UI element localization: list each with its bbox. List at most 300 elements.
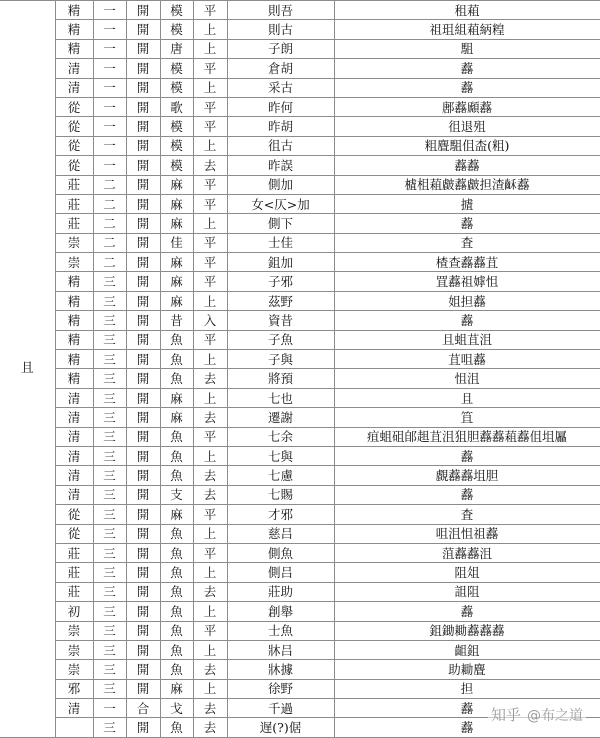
table-row (0, 524, 600, 543)
characters-cell: 䖃 (334, 59, 600, 78)
rhyme-cell: 模 (160, 20, 193, 39)
fanqie-cell: 七慮 (227, 466, 334, 485)
head-character-cell: 且 (0, 1, 55, 738)
tone-cell: 上 (193, 350, 227, 369)
openness-cell: 開 (126, 272, 160, 291)
fanqie-cell: 牀吕 (227, 640, 334, 659)
characters-cell: 咀沮怚祖䖃 (334, 524, 600, 543)
fanqie-cell: 才邪 (227, 505, 334, 524)
initial-cell: 從 (55, 117, 93, 136)
fanqie-cell: 遅(?)倨 (227, 718, 334, 737)
tone-cell: 平 (193, 427, 227, 446)
openness-cell: 開 (126, 194, 160, 213)
initial-cell: 崇 (55, 253, 93, 272)
division-cell: 一 (93, 59, 126, 78)
characters-cell: 苴咀䖃 (334, 350, 600, 369)
fanqie-cell: 子魚 (227, 330, 334, 349)
fanqie-cell: 資昔 (227, 311, 334, 330)
openness-cell: 開 (126, 156, 160, 175)
initial-cell: 初 (55, 602, 93, 621)
openness-cell: 開 (126, 117, 160, 136)
fanqie-cell: 則古 (227, 20, 334, 39)
table-row (0, 156, 600, 175)
division-cell: 三 (93, 427, 126, 446)
characters-cell: 姐担䖃 (334, 291, 600, 310)
characters-cell: 且蛆苴沮 (334, 330, 600, 349)
division-cell: 二 (93, 175, 126, 194)
division-cell: 三 (93, 330, 126, 349)
characters-cell: 阻俎 (334, 563, 600, 582)
initial-cell: 邪 (55, 679, 93, 698)
characters-cell: 䖃 (334, 718, 600, 737)
openness-cell: 開 (126, 20, 160, 39)
division-cell: 一 (93, 20, 126, 39)
table-row (0, 485, 600, 504)
division-cell: 一 (93, 136, 126, 155)
characters-cell: 摣 (334, 194, 600, 213)
fanqie-cell: 將預 (227, 369, 334, 388)
openness-cell: 合 (126, 699, 160, 718)
rhyme-cell: 魚 (160, 446, 193, 465)
table-row (0, 621, 600, 640)
table-row (0, 194, 600, 213)
table-row (0, 602, 600, 621)
openness-cell: 開 (126, 543, 160, 562)
rhyme-cell: 麻 (160, 291, 193, 310)
fanqie-cell: 徂古 (227, 136, 334, 155)
characters-cell: 䖃䖃 (334, 156, 600, 175)
rhyme-cell: 麻 (160, 408, 193, 427)
tone-cell: 上 (193, 136, 227, 155)
table-row (0, 582, 600, 601)
openness-cell: 開 (126, 408, 160, 427)
division-cell: 二 (93, 253, 126, 272)
characters-cell: 樝柤蒩皻䖃皻担渣𪗮䖃 (334, 175, 600, 194)
tone-cell: 上 (193, 446, 227, 465)
tone-cell: 平 (193, 505, 227, 524)
openness-cell: 開 (126, 253, 160, 272)
tone-cell: 去 (193, 485, 227, 504)
initial-cell: 清 (55, 446, 93, 465)
rhyme-cell: 魚 (160, 427, 193, 446)
fanqie-cell: 子邪 (227, 272, 334, 291)
rhyme-cell: 模 (160, 117, 193, 136)
openness-cell: 開 (126, 291, 160, 310)
fanqie-cell: 昨何 (227, 97, 334, 116)
rhyme-cell: 麻 (160, 194, 193, 213)
fanqie-cell: 牀據 (227, 660, 334, 679)
initial-cell: 崇 (55, 233, 93, 252)
openness-cell: 開 (126, 350, 160, 369)
division-cell: 一 (93, 699, 126, 718)
fanqie-cell: 徐野 (227, 679, 334, 698)
rhyme-cell: 支 (160, 485, 193, 504)
openness-cell: 開 (126, 59, 160, 78)
openness-cell: 開 (126, 679, 160, 698)
fanqie-cell: 子朗 (227, 39, 334, 58)
rhyme-cell: 麻 (160, 505, 193, 524)
table-row (0, 39, 600, 58)
tone-cell: 上 (193, 291, 227, 310)
openness-cell: 開 (126, 369, 160, 388)
rhyme-cell: 魚 (160, 660, 193, 679)
initial-cell: 清 (55, 388, 93, 407)
fanqie-cell: 遷謝 (227, 408, 334, 427)
characters-cell: 査 (334, 233, 600, 252)
tone-cell: 去 (193, 156, 227, 175)
initial-cell: 莊 (55, 582, 93, 601)
openness-cell: 開 (126, 446, 160, 465)
table-row (0, 388, 600, 407)
table-row (0, 1, 600, 20)
openness-cell: 開 (126, 97, 160, 116)
initial-cell: 精 (55, 330, 93, 349)
openness-cell: 開 (126, 505, 160, 524)
initial-cell: 崇 (55, 660, 93, 679)
initial-cell: 莊 (55, 175, 93, 194)
characters-cell: 粗麆駔伹㭗(粗) (334, 136, 600, 155)
initial-cell: 清 (55, 699, 93, 718)
fanqie-cell: 昨胡 (227, 117, 334, 136)
rhyme-cell: 麻 (160, 214, 193, 233)
characters-cell: 齟鉏 (334, 640, 600, 659)
rhyme-cell: 魚 (160, 543, 193, 562)
characters-cell: 鉏鋤耡䖃䖃䖃 (334, 621, 600, 640)
tone-cell: 平 (193, 233, 227, 252)
characters-cell: 租蒩 (334, 1, 600, 20)
openness-cell: 開 (126, 311, 160, 330)
division-cell: 三 (93, 582, 126, 601)
tone-cell: 去 (193, 718, 227, 737)
division-cell: 一 (93, 1, 126, 20)
initial-cell: 莊 (55, 543, 93, 562)
openness-cell: 開 (126, 330, 160, 349)
table-row (0, 20, 600, 39)
division-cell: 三 (93, 446, 126, 465)
division-cell: 三 (93, 718, 126, 737)
fanqie-cell: 側加 (227, 175, 334, 194)
division-cell: 三 (93, 466, 126, 485)
characters-cell: 鄌䖃䫢䖃 (334, 97, 600, 116)
tone-cell: 入 (193, 311, 227, 330)
table-row (0, 59, 600, 78)
tone-cell: 平 (193, 621, 227, 640)
fanqie-cell: 側吕 (227, 563, 334, 582)
characters-cell: 怚沮 (334, 369, 600, 388)
tone-cell: 上 (193, 388, 227, 407)
table-row (0, 408, 600, 427)
rhyme-cell: 模 (160, 59, 193, 78)
table-row (0, 563, 600, 582)
rhyme-cell: 昔 (160, 311, 193, 330)
table-row (0, 97, 600, 116)
openness-cell: 開 (126, 621, 160, 640)
fanqie-cell: 子與 (227, 350, 334, 369)
characters-cell: 覰䖃䖃坥胆 (334, 466, 600, 485)
division-cell: 一 (93, 117, 126, 136)
division-cell: 三 (93, 621, 126, 640)
characters-cell: 笡 (334, 408, 600, 427)
initial-cell: 精 (55, 272, 93, 291)
table-row (0, 117, 600, 136)
fanqie-cell: 昨誤 (227, 156, 334, 175)
openness-cell: 開 (126, 233, 160, 252)
division-cell: 三 (93, 272, 126, 291)
rhyme-cell: 魚 (160, 369, 193, 388)
characters-cell: 詛阻 (334, 582, 600, 601)
zhihu-watermark (488, 703, 586, 726)
openness-cell: 開 (126, 1, 160, 20)
initial-cell (55, 718, 93, 737)
fanqie-cell: 茲野 (227, 291, 334, 310)
tone-cell: 平 (193, 330, 227, 349)
tone-cell: 去 (193, 466, 227, 485)
tone-cell: 平 (193, 543, 227, 562)
initial-cell: 精 (55, 369, 93, 388)
characters-cell: 祖珇組蒩䋑䊗 (334, 20, 600, 39)
division-cell: 三 (93, 485, 126, 504)
tone-cell: 去 (193, 699, 227, 718)
characters-cell: 菹䖃䖃沮 (334, 543, 600, 562)
tone-cell: 去 (193, 408, 227, 427)
initial-cell: 清 (55, 427, 93, 446)
initial-cell: 精 (55, 39, 93, 58)
initial-cell: 莊 (55, 194, 93, 213)
characters-cell: 䖃 (334, 311, 600, 330)
characters-cell: 䖃 (334, 602, 600, 621)
division-cell: 三 (93, 602, 126, 621)
fanqie-cell: 則吾 (227, 1, 334, 20)
initial-cell: 清 (55, 59, 93, 78)
table-row (0, 369, 600, 388)
tone-cell: 平 (193, 194, 227, 213)
characters-cell: 䖃 (334, 446, 600, 465)
rhyme-cell: 模 (160, 136, 193, 155)
division-cell: 三 (93, 543, 126, 562)
initial-cell: 精 (55, 350, 93, 369)
tone-cell: 上 (193, 524, 227, 543)
rhyme-cell: 魚 (160, 621, 193, 640)
initial-cell: 從 (55, 505, 93, 524)
rhyme-cell: 魚 (160, 350, 193, 369)
rhyme-cell: 歌 (160, 97, 193, 116)
initial-cell: 精 (55, 1, 93, 20)
division-cell: 三 (93, 679, 126, 698)
rhyme-cell: 麻 (160, 175, 193, 194)
fanqie-cell: 側下 (227, 214, 334, 233)
initial-cell: 清 (55, 485, 93, 504)
openness-cell: 開 (126, 78, 160, 97)
fanqie-cell: 莊助 (227, 582, 334, 601)
tone-cell: 平 (193, 97, 227, 116)
table-row (0, 272, 600, 291)
rhyme-cell: 麻 (160, 253, 193, 272)
fanqie-cell: 七余 (227, 427, 334, 446)
table-row (0, 679, 600, 698)
table-row (0, 640, 600, 659)
division-cell: 三 (93, 660, 126, 679)
openness-cell: 開 (126, 427, 160, 446)
openness-cell: 開 (126, 388, 160, 407)
tone-cell: 上 (193, 640, 227, 659)
tone-cell: 去 (193, 369, 227, 388)
table-row (0, 427, 600, 446)
table-row (0, 446, 600, 465)
table-row (0, 136, 600, 155)
rhyme-cell: 魚 (160, 640, 193, 659)
tone-cell: 平 (193, 175, 227, 194)
tone-cell: 上 (193, 679, 227, 698)
table-row (0, 505, 600, 524)
division-cell: 三 (93, 563, 126, 582)
openness-cell: 開 (126, 582, 160, 601)
rhyme-cell: 模 (160, 78, 193, 97)
division-cell: 三 (93, 505, 126, 524)
fanqie-cell: 士魚 (227, 621, 334, 640)
table-row (0, 78, 600, 97)
fanqie-cell: 士佳 (227, 233, 334, 252)
openness-cell: 開 (126, 39, 160, 58)
initial-cell: 精 (55, 311, 93, 330)
initial-cell: 從 (55, 136, 93, 155)
tone-cell: 上 (193, 214, 227, 233)
table-row (0, 660, 600, 679)
division-cell: 三 (93, 311, 126, 330)
tone-cell: 上 (193, 563, 227, 582)
rhyme-cell: 麻 (160, 388, 193, 407)
division-cell: 一 (93, 156, 126, 175)
table-row (0, 466, 600, 485)
division-cell: 三 (93, 369, 126, 388)
characters-cell: 疽蛆砠郋趄苴沮狙胆䖃䖃蒩䖃伹坥屭 (334, 427, 600, 446)
fanqie-cell: 女<仄>加 (227, 194, 334, 213)
rhyme-cell: 魚 (160, 718, 193, 737)
table-row (0, 253, 600, 272)
rhyme-cell: 魚 (160, 563, 193, 582)
table-row (0, 350, 600, 369)
characters-cell: 罝䖃祖嫭怚 (334, 272, 600, 291)
openness-cell: 開 (126, 563, 160, 582)
openness-cell: 開 (126, 718, 160, 737)
rhyme-cell: 戈 (160, 699, 193, 718)
table-row (0, 175, 600, 194)
openness-cell: 開 (126, 602, 160, 621)
initial-cell: 莊 (55, 214, 93, 233)
characters-cell: 䖃 (334, 485, 600, 504)
watermark-handle: @布之道 (527, 707, 583, 724)
characters-cell: 助耡麆 (334, 660, 600, 679)
rhyme-cell: 魚 (160, 602, 193, 621)
fanqie-cell: 七也 (227, 388, 334, 407)
division-cell: 三 (93, 291, 126, 310)
fanqie-cell: 七與 (227, 446, 334, 465)
table-row (0, 291, 600, 310)
initial-cell: 莊 (55, 563, 93, 582)
characters-cell: 且 (334, 388, 600, 407)
rhyme-cell: 麻 (160, 272, 193, 291)
initial-cell: 精 (55, 20, 93, 39)
tone-cell: 上 (193, 602, 227, 621)
tone-cell: 去 (193, 582, 227, 601)
table-row (0, 330, 600, 349)
rhyme-cell: 模 (160, 1, 193, 20)
tone-cell: 上 (193, 20, 227, 39)
fanqie-cell: 創舉 (227, 602, 334, 621)
initial-cell: 清 (55, 466, 93, 485)
fanqie-cell: 七賜 (227, 485, 334, 504)
initial-cell: 崇 (55, 621, 93, 640)
tone-cell: 去 (193, 660, 227, 679)
openness-cell: 開 (126, 136, 160, 155)
table-row (0, 233, 600, 252)
characters-cell: 楂查䖃䖃苴 (334, 253, 600, 272)
fanqie-cell: 側魚 (227, 543, 334, 562)
initial-cell: 清 (55, 408, 93, 427)
division-cell: 二 (93, 194, 126, 213)
characters-cell: 駔 (334, 39, 600, 58)
initial-cell: 精 (55, 291, 93, 310)
openness-cell: 開 (126, 485, 160, 504)
initial-cell: 從 (55, 97, 93, 116)
division-cell: 三 (93, 388, 126, 407)
initial-cell: 從 (55, 524, 93, 543)
tone-cell: 平 (193, 59, 227, 78)
tone-cell: 上 (193, 39, 227, 58)
tone-cell: 平 (193, 117, 227, 136)
rhyme-cell: 魚 (160, 330, 193, 349)
fanqie-cell: 慈吕 (227, 524, 334, 543)
division-cell: 一 (93, 39, 126, 58)
characters-cell: 䖃 (334, 699, 600, 718)
division-cell: 三 (93, 524, 126, 543)
table-row (0, 311, 600, 330)
openness-cell: 開 (126, 175, 160, 194)
division-cell: 三 (93, 350, 126, 369)
rhyme-cell: 唐 (160, 39, 193, 58)
rhyme-cell: 魚 (160, 466, 193, 485)
fanqie-cell: 千過 (227, 699, 334, 718)
characters-cell: 䖃 (334, 214, 600, 233)
division-cell: 一 (93, 78, 126, 97)
rhyme-cell: 魚 (160, 524, 193, 543)
openness-cell: 開 (126, 214, 160, 233)
division-cell: 一 (93, 97, 126, 116)
rhyme-cell: 模 (160, 156, 193, 175)
initial-cell: 崇 (55, 640, 93, 659)
initial-cell: 清 (55, 78, 93, 97)
tone-cell: 平 (193, 1, 227, 20)
division-cell: 二 (93, 233, 126, 252)
characters-cell: 担 (334, 679, 600, 698)
characters-cell: 査 (334, 505, 600, 524)
tone-cell: 上 (193, 78, 227, 97)
characters-cell: 䖃 (334, 78, 600, 97)
tone-cell: 平 (193, 272, 227, 291)
fanqie-cell: 采古 (227, 78, 334, 97)
openness-cell: 開 (126, 524, 160, 543)
initial-cell: 從 (55, 156, 93, 175)
openness-cell: 開 (126, 466, 160, 485)
fanqie-cell: 鉏加 (227, 253, 334, 272)
division-cell: 三 (93, 640, 126, 659)
characters-cell: 徂退殂 (334, 117, 600, 136)
openness-cell: 開 (126, 660, 160, 679)
rhyme-cell: 魚 (160, 582, 193, 601)
division-cell: 二 (93, 214, 126, 233)
rhyme-cell: 麻 (160, 679, 193, 698)
watermark-site: 知乎 (490, 706, 521, 724)
table-row (0, 543, 600, 562)
